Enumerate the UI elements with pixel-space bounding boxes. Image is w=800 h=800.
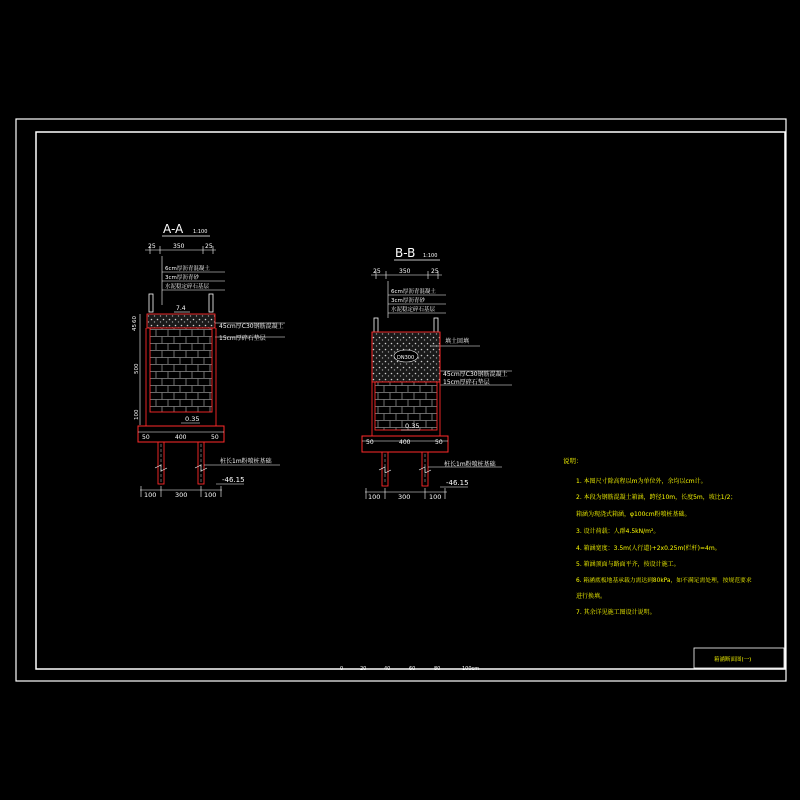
aa-left-dim-500: 500 (134, 363, 140, 374)
aa-elevation-mid: 0.35 (185, 415, 200, 423)
note-2: 2. 本段为钢筋混凝土箱涵，跨径10m，长度5m，坡比1/2； (576, 494, 737, 501)
scale-tick-40: 40 (384, 666, 391, 672)
scale-tick-80: 80 (434, 666, 441, 672)
bb-callout-line-3: 水泥稳定碎石基层 (391, 307, 436, 313)
aa-top-dim-350: 350 (173, 243, 185, 250)
aa-pile-right (198, 442, 204, 484)
note-5: 5. 箱涵顶面与路面平齐，按设计施工。 (576, 561, 680, 568)
aa-elevation-top: 7.4 (176, 305, 186, 312)
bb-callout-line-2: 3cm厚沥青砂 (391, 298, 425, 304)
design-notes (563, 456, 752, 616)
aa-left-dim-45: 45 (132, 324, 138, 331)
note-3: 3. 设计荷载：人群4.5kN/m²。 (576, 528, 660, 535)
bb-pile-dim-300: 300 (398, 493, 411, 501)
section-aa (132, 222, 285, 499)
scale-tick-60: 60 (409, 666, 416, 672)
bb-top-dim-25-left: 25 (373, 268, 381, 275)
bb-callout-line-1: 6cm厚沥青混凝土 (391, 289, 436, 295)
aa-base-label: 15cm厚碎石垫层 (219, 335, 266, 342)
aa-elevation-bottom: -46.15 (222, 476, 245, 484)
notes-heading: 说明： (563, 457, 583, 465)
aa-callout-line-2: 3cm厚沥青砂 (165, 275, 199, 281)
aa-pile-left-break (155, 465, 167, 471)
bb-pipe-label: DN300 (397, 355, 415, 361)
bb-pile-dim-100-right: 100 (429, 493, 442, 501)
section-bb (362, 246, 512, 501)
scale-tick-20: 20 (360, 666, 367, 672)
scale-tick-0: 0 (340, 666, 344, 672)
section-bb-scale: 1:100 (423, 253, 438, 259)
aa-callout-line-3: 水泥稳定碎石基层 (165, 284, 210, 290)
note-4: 4. 箱涵宽度：3.5m(人行道)+2x0.25m(栏杆)=4m。 (576, 545, 721, 552)
bb-cap-dim-50-right: 50 (435, 439, 443, 446)
bb-pile-right-break (419, 467, 431, 473)
aa-wall-body (150, 328, 212, 412)
bb-top-dim-25-right: 25 (431, 268, 439, 275)
aa-top-slab (147, 314, 215, 328)
bb-pile-left-break (379, 467, 391, 473)
title-block-drawing-name: 箱涵断面图(一) (714, 657, 752, 663)
note-2b: 箱涵为现浇式箱涵，φ100cm粉喷桩基础。 (576, 511, 691, 518)
aa-pile-label: 桩长1m粉喷桩基础 (220, 458, 272, 465)
bb-cap-dim-400: 400 (399, 439, 411, 446)
note-7: 7. 其余详见施工图设计说明。 (576, 609, 656, 616)
aa-cap-dim-50-right: 50 (211, 434, 219, 441)
aa-railing-post-right (209, 294, 213, 312)
aa-cap-dim-50-left: 50 (142, 434, 150, 441)
aa-pile-dim-100-left: 100 (144, 491, 157, 499)
bb-elevation-bottom: -46.15 (446, 479, 469, 487)
bb-railing-post-right (434, 318, 438, 332)
aa-pile-left (158, 442, 164, 484)
bb-cap-dim-50-left: 50 (366, 439, 374, 446)
aa-slab-label: 45cm厚C30钢筋混凝土 (219, 323, 284, 330)
aa-pile-dim-300: 300 (175, 491, 188, 499)
bb-base-label: 15cm厚碎石垫层 (443, 379, 490, 386)
bb-fill-label: 填土回填 (445, 338, 470, 345)
note-6b: 进行换填。 (576, 593, 607, 600)
aa-left-dim-100: 100 (134, 409, 140, 420)
note-1: 1. 本图尺寸除高程以m为单位外，余均以cm计。 (576, 478, 707, 485)
bb-top-dim-350: 350 (399, 268, 411, 275)
bb-railing-post-left (374, 318, 378, 332)
section-aa-scale: 1:100 (193, 229, 208, 235)
bb-elevation-mid: 0.35 (405, 422, 420, 430)
section-bb-title: B-B (395, 246, 416, 260)
aa-top-dim-25-right: 25 (205, 243, 213, 250)
bb-pile-dim-100-left: 100 (368, 493, 381, 501)
aa-callout-line-1: 6cm厚沥青混凝土 (165, 266, 210, 272)
note-6: 6. 箱涵底板地基承载力需达到80kPa，如不满足需处理，按规范要求 (576, 578, 752, 584)
aa-top-dim-25-left: 25 (148, 243, 156, 250)
aa-cap-dim-400: 400 (175, 434, 187, 441)
bb-slab-label: 45cm厚C30钢筋混凝土 (443, 371, 508, 378)
aa-pile-right-break (195, 465, 207, 471)
scale-tick-100cm: 100cm (462, 666, 480, 672)
aa-left-dim-60: 60 (132, 316, 138, 323)
section-aa-title: A-A (163, 222, 184, 236)
aa-railing-post-left (149, 294, 153, 312)
title-block (694, 648, 784, 668)
aa-pile-dim-100-right: 100 (204, 491, 217, 499)
bb-pile-label: 桩长1m粉喷桩基础 (444, 461, 496, 468)
